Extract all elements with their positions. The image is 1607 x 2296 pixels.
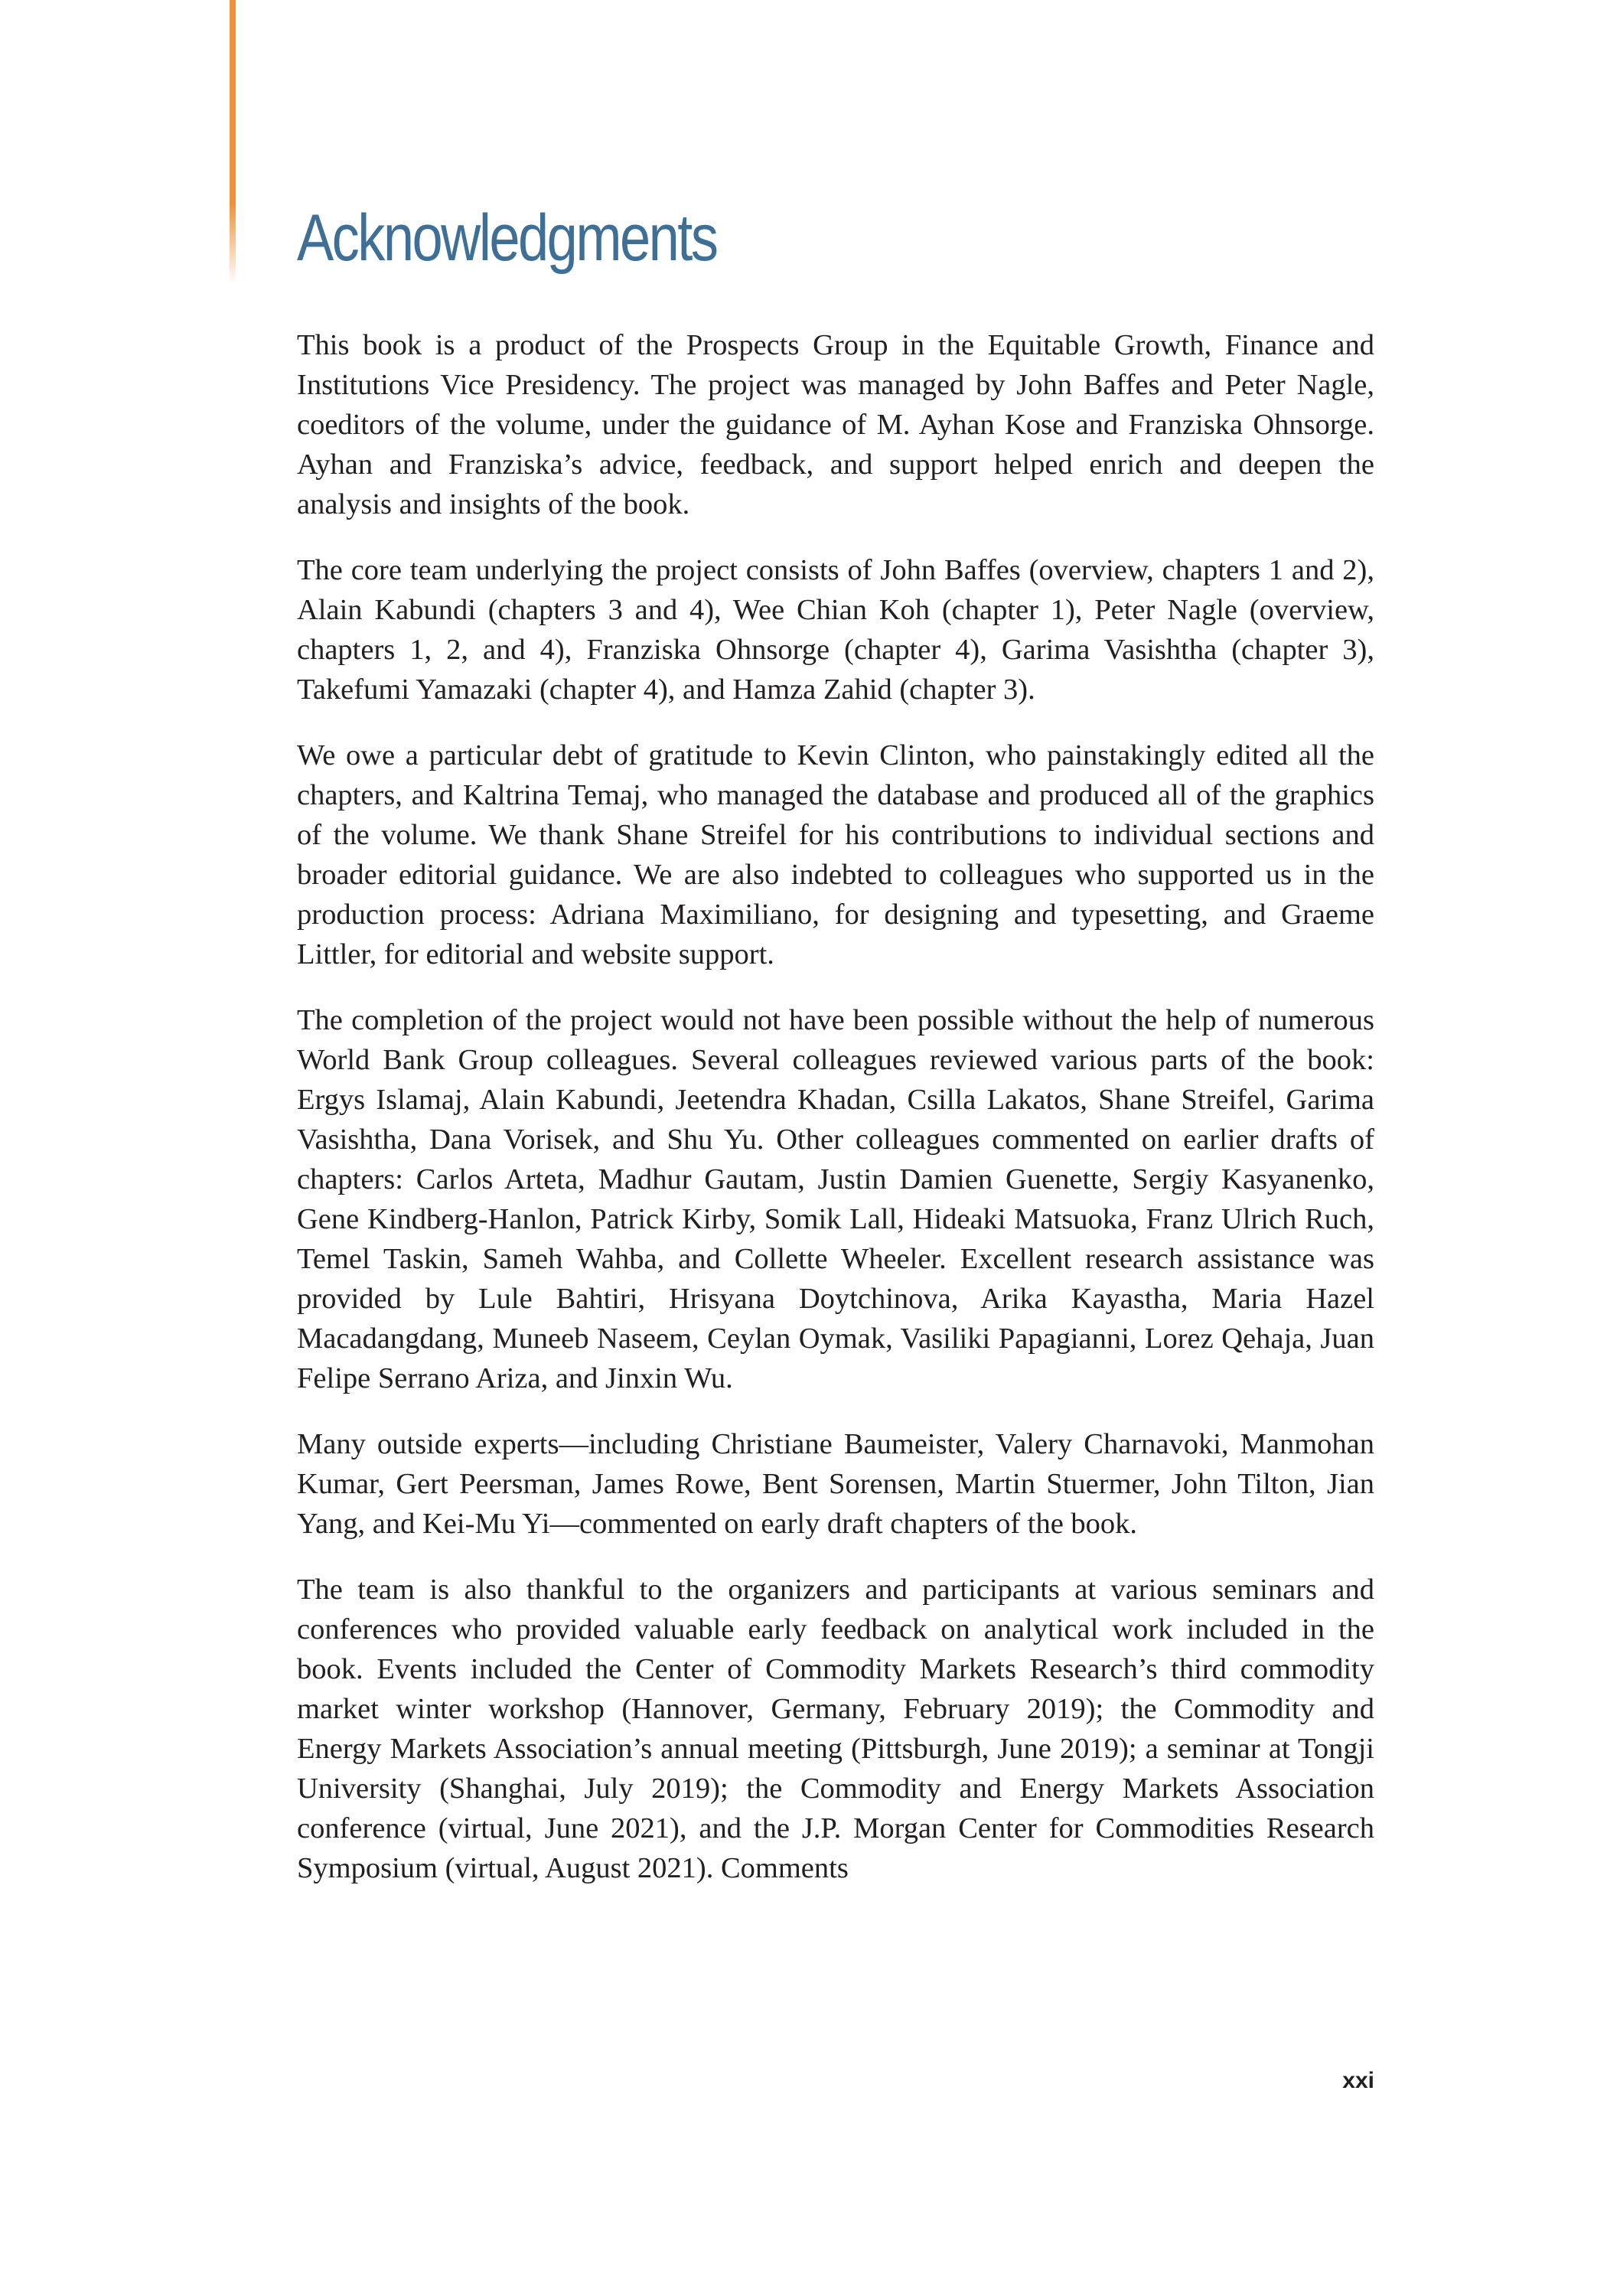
accent-bar [230,0,236,283]
paragraph-3: We owe a particular debt of gratitude to Kevin Clinton, who painstakingly edited all the chapters, and Kaltrina Temaj, who managed the database and produced all of the graphics of the volume. We thank Shane Streifel for his contributions to individual sections and broader editorial guidance. We are also indebted to colleagues who supported us in the production process: Adriana Maximiliano, for designing and typesetting, and Graeme Littler, for editorial and website support. [297,739,1374,970]
paragraph-2: The core team underlying the project consists of John Baffes (overview, chapters 1 and 2), Alain Kabundi (chapters 3 and 4), Wee Chian Koh (chapter 1), Peter Nagle (overview, chapters 1, 2, and 4), Franziska Ohnsorge (chapter 4), Garima Vasishtha (chapter 3), Takefumi Yamazaki (chapter 4), and Hamza Zahid (chapter 3). [297,554,1374,706]
paragraph-4: The completion of the project would not have been possible without the help of numerous World Bank Group colleagues. Several colleagues reviewed various parts of the book: Ergys Islamaj, Alain Kabundi, Jeetendra Khadan, Csilla Lakatos, Shane Streifel, Garima Vasishtha, Dana Vorisek, and Shu Yu. Other colleagues commented on earlier drafts of chapters: Carlos Arteta, Madhur Gautam, Justin Damien Guenette, Sergiy Kasyanenko, Gene Kindberg-Hanlon, Patrick Kirby, Somik Lall, Hideaki Matsuoka, Franz Ulrich Ruch, Temel Taskin, Sameh Wahba, and Collette Wheeler. Excellent research assistance was provided by Lule Bahtiri, Hrisyana Doytchinova, Arika Kayastha, Maria Hazel Macadangdang, Muneeb Naseem, Ceylan Oymak, Vasiliki Papagianni, Lorez Qehaja, Juan Felipe Serrano Ariza, and Jinxin Wu. [297,1004,1374,1394]
page-number: xxi [1342,2068,1374,2093]
paragraph-6: The team is also thankful to the organizers and participants at various seminars and conferences who provided valuable early feedback on analytical work included in the book. Events included the Center of Commodity Markets Research’s third commodity market winter workshop (Hannover, Germany, February 2019); the Commodity and Energy Markets Association’s annual meeting (Pittsburgh, June 2019); a seminar at Tongji University (Shanghai, July 2019); the Commodity and Energy Markets Association conference (virtual, June 2021), and the J.P. Morgan Center for Commodities Research Symposium (virtual, August 2021). Comments [297,1574,1374,1884]
body-text [297,325,1374,1914]
page-title: Acknowledgments [297,201,717,275]
paragraph-1: This book is a product of the Prospects Group in the Equitable Growth, Finance and Institutions Vice Presidency. The project was managed by John Baffes and Peter Nagle, coeditors of the volume, under the guidance of M. Ayhan Kose and Franziska Ohnsorge. Ayhan and Franziska’s advice, feedback, and support helped enrich and deepen the analysis and insights of the book. [297,329,1374,520]
paragraph-5: Many outside experts—including Christiane Baumeister, Valery Charnavoki, Manmohan Kumar, Gert Peersman, James Rowe, Bent Sorensen, Martin Stuermer, John Tilton, Jian Yang, and Kei-Mu Yi—commented on early draft chapters of the book. [297,1428,1374,1540]
